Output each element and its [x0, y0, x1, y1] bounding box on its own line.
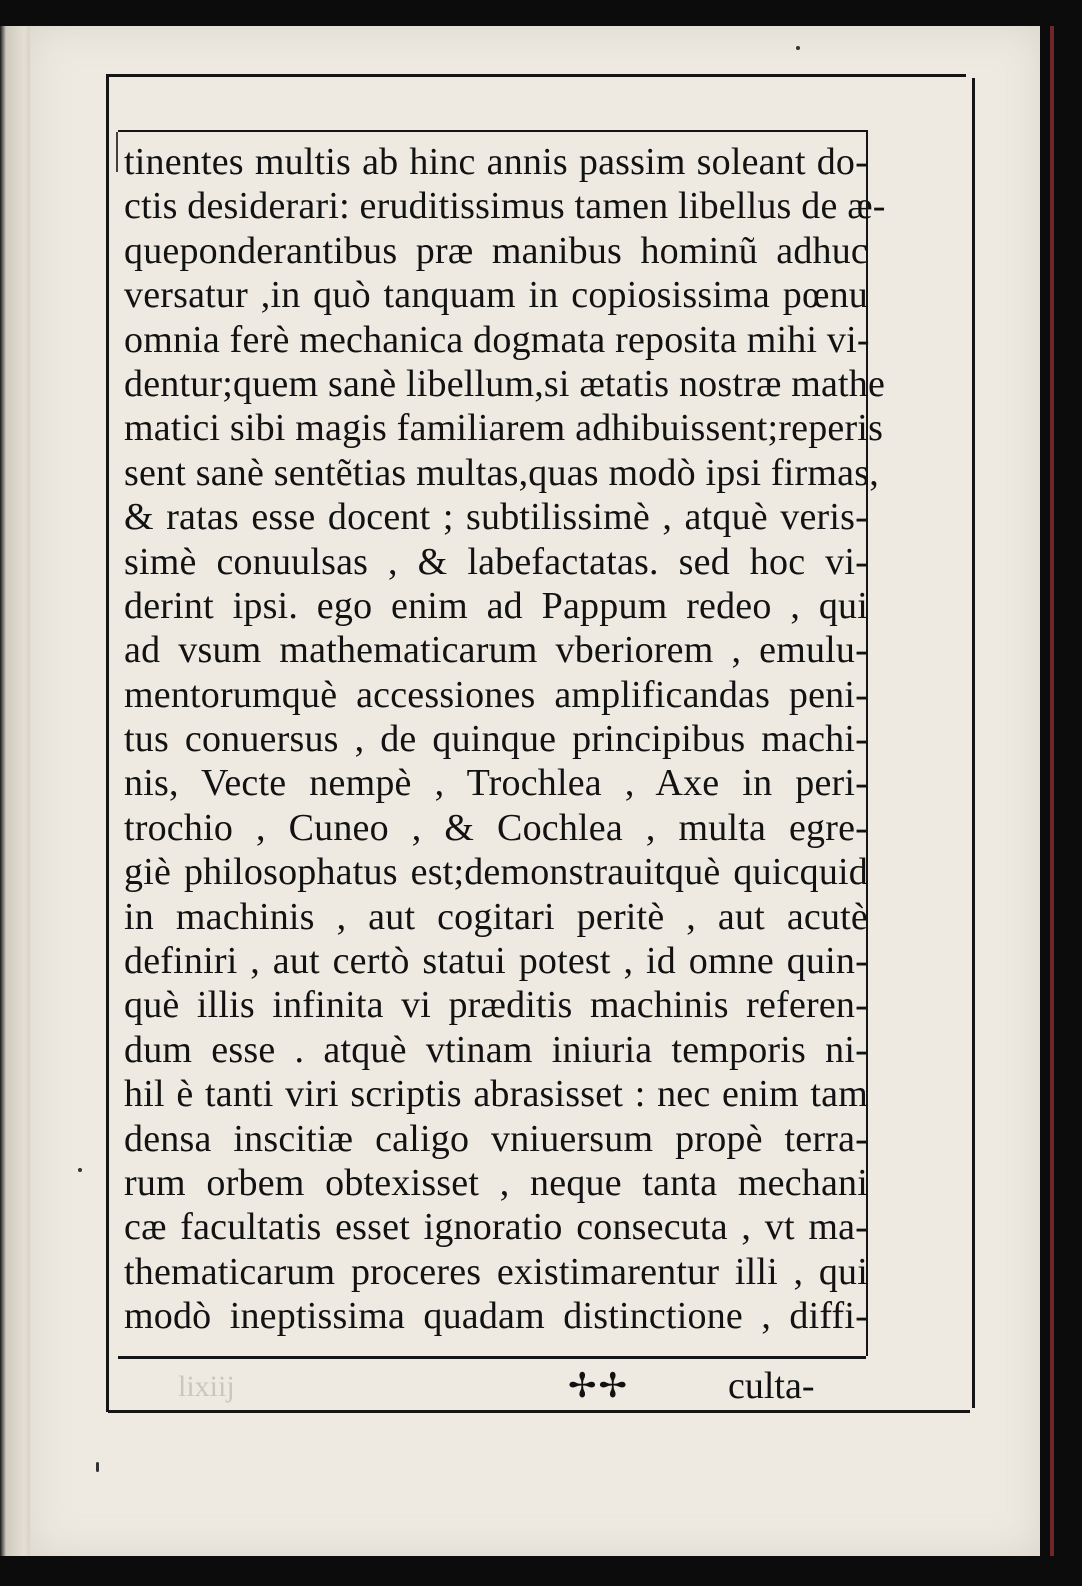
text-line: omnia ferè mechanica dogmata reposita mihi vi- [124, 318, 870, 361]
text-line: giè philosophatus est;demonstrauitquè quicquid [124, 851, 868, 894]
frame-bottom-rule [108, 1410, 970, 1413]
show-through-text: lixiij [178, 1370, 235, 1403]
text-line: densa inscitiæ caligo vniuersum propè terra- [124, 1117, 868, 1160]
text-line: tinentes multis ab hinc annis passim soleant do- [124, 141, 868, 183]
adjacent-page-edge [0, 26, 30, 1556]
signature-mark: ✢✢ [568, 1366, 629, 1406]
text-line: versatur ,in quò tanquam in copiosissima pœnu [124, 274, 868, 317]
text-line: queponderantibus præ manibus hominũ adhuc [124, 229, 868, 272]
text-line: tus conuersus , de quinque principibus machi- [124, 718, 868, 761]
text-line: nis, Vecte nempè , Trochlea , Axe in peri- [124, 762, 868, 805]
text-line: & ratas esse docent ; subtilissimè , atquè veris- [124, 496, 868, 539]
body-text [124, 140, 886, 1339]
text-line: thematicarum proceres existimarentur illi , qui [124, 1250, 868, 1293]
text-line: hil è tanti viri scriptis abrasisset : nec enim tam [124, 1073, 868, 1116]
text-line: sent sanè sentẽtias multas,quas modò ipsi firmas, [124, 451, 879, 494]
ink-speck [78, 1168, 82, 1172]
text-line: cæ facultatis esset ignoratio consecuta , vt ma- [124, 1206, 868, 1249]
text-line: derint ipsi. ego enim ad Pappum redeo , qui [124, 584, 868, 627]
ink-speck [96, 1462, 99, 1472]
text-line: què illis infinita vi præditis machinis referen- [124, 984, 868, 1027]
text-line: definiri , aut certò statui potest , id omne quin- [124, 940, 868, 983]
text-line: in machinis , aut cogitari peritè , aut acutè [124, 895, 868, 938]
frame-right-rule [972, 78, 975, 1408]
page-red-edge [1050, 26, 1054, 1556]
text-line: dentur;quem sanè libellum,si ætatis nostræ mathe [124, 362, 886, 405]
text-line: matici sibi magis familiarem adhibuissent;reperis [124, 407, 884, 450]
ink-speck [796, 46, 800, 50]
inner-top-rule [118, 130, 866, 132]
text-line: dum esse . atquè vtinam iniuria temporis ni- [124, 1028, 868, 1071]
inner-bottom-rule [118, 1356, 866, 1359]
frame-left-rule [106, 74, 109, 1412]
text-line: simè conuulsas , & labefactatas. sed hoc vi- [124, 540, 868, 583]
text-line: trochio , Cuneo , & Cochlea , multa egre- [124, 806, 868, 849]
inner-left-rule [116, 132, 118, 172]
text-line: ctis desiderari: eruditissimus tamen libellus de æ- [124, 185, 886, 228]
text-line: modò ineptissima quadam distinctione , diffi- [124, 1295, 868, 1338]
text-line: mentorumquè accessiones amplificandas peni- [124, 673, 868, 716]
catchword: culta- [728, 1365, 815, 1407]
text-line: ad vsum mathematicarum vberiorem , emulu- [124, 629, 868, 672]
text-line: rum orbem obtexisset , neque tanta mechani [124, 1161, 868, 1204]
frame-top-rule [108, 74, 966, 77]
